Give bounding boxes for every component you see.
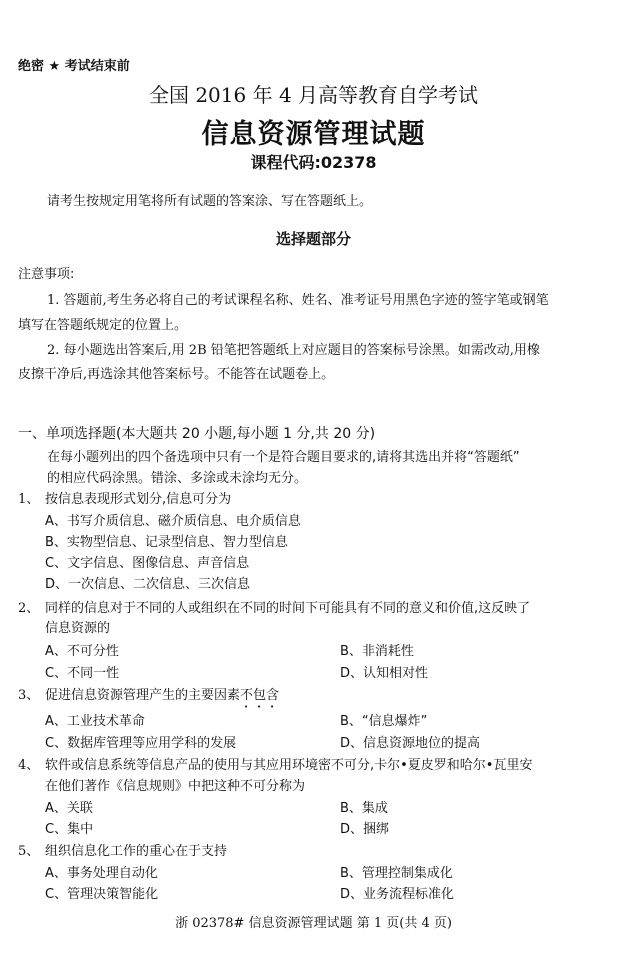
note-item-1-line-1: 1. 答题前,考生务必将自己的考试课程名称、姓名、准考证号用黑色字迹的签字笔或钢笔 bbox=[47, 293, 549, 308]
confidential-label: 绝密 ★ 考试结束前 bbox=[18, 59, 130, 74]
option-a: A、事务处理自动化 bbox=[45, 866, 158, 881]
option-a: A、不可分性 bbox=[45, 644, 119, 659]
course-code: 课程代码:02378 bbox=[250, 153, 377, 172]
question-stem: 按信息表现形式划分,信息可分为 bbox=[45, 492, 232, 507]
question-stem-line-2: 在他们著作《信息规则》中把这种不可分称为 bbox=[45, 779, 306, 794]
option-b: B、非消耗性 bbox=[340, 644, 414, 659]
option-d: D、捆绑 bbox=[340, 822, 390, 837]
option-c: C、文字信息、图像信息、声音信息 bbox=[45, 556, 250, 571]
option-c: C、不同一性 bbox=[45, 666, 120, 681]
option-b: B、集成 bbox=[340, 801, 388, 816]
option-b: B、实物型信息、记录型信息、智力型信息 bbox=[45, 535, 288, 550]
option-d: D、认知相对性 bbox=[340, 666, 429, 681]
note-item-1-line-2: 填写在答题纸规定的位置上。 bbox=[18, 318, 188, 333]
subject-title: 信息资源管理试题 bbox=[201, 119, 426, 150]
option-a: A、书写介质信息、磁介质信息、电介质信息 bbox=[45, 514, 301, 529]
notes-title: 注意事项: bbox=[18, 267, 75, 282]
question-number: 5、 bbox=[18, 844, 40, 859]
option-b: B、管理控制集成化 bbox=[340, 866, 453, 881]
emphasized-text: 不包含 bbox=[240, 688, 280, 703]
question-stem bbox=[45, 684, 279, 711]
section-heading: 选择题部分 bbox=[275, 230, 351, 248]
option-c: C、管理决策智能化 bbox=[45, 887, 159, 902]
note-item-2-line-1: 2. 每小题选出答案后,用 2B 铅笔把答题纸上对应题目的答案标号涂黑。如需改动,用橡 bbox=[47, 343, 540, 358]
question-number: 1、 bbox=[18, 492, 40, 507]
question-number: 4、 bbox=[18, 758, 40, 773]
question-stem-line-1: 同样的信息对于不同的人或组织在不同的时间下可能具有不同的意义和价值,这反映了 bbox=[45, 601, 531, 616]
question-number: 2、 bbox=[18, 601, 40, 616]
option-c: C、数据库管理等应用学科的发展 bbox=[45, 736, 237, 751]
question-stem-line-1: 软件或信息系统等信息产品的使用与其应用环境密不可分,卡尔•夏皮罗和哈尔•瓦里安 bbox=[45, 758, 533, 773]
option-a: A、工业技术革命 bbox=[45, 714, 145, 729]
option-a: A、关联 bbox=[45, 801, 93, 816]
exam-title: 全国 2016 年 4 月高等教育自学考试 bbox=[148, 83, 479, 107]
option-b: B、“信息爆炸” bbox=[340, 714, 428, 729]
part-description-line-2: 的相应代码涂黑。错涂、多涂或未涂均无分。 bbox=[47, 471, 308, 486]
option-d: D、信息资源地位的提高 bbox=[340, 736, 481, 751]
question-number: 3、 bbox=[18, 688, 40, 703]
exam-instruction: 请考生按规定用笔将所有试题的答案涂、写在答题纸上。 bbox=[47, 194, 373, 209]
note-item-2-line-2: 皮擦干净后,再选涂其他答案标号。不能答在试题卷上。 bbox=[18, 367, 335, 382]
question-stem-text: 促进信息资源管理产生的主要因素 bbox=[45, 688, 241, 703]
part-description-line-1: 在每小题列出的四个备选项中只有一个是符合题目要求的,请将其选出并将“答题纸” bbox=[47, 450, 520, 465]
option-d: D、业务流程标准化 bbox=[340, 887, 455, 902]
option-c: C、集中 bbox=[45, 822, 94, 837]
question-stem-line-2: 信息资源的 bbox=[45, 621, 111, 636]
page-footer: 浙 02378# 信息资源管理试题 第 1 页(共 4 页) bbox=[175, 916, 452, 931]
question-stem: 组织信息化工作的重心在于支持 bbox=[45, 844, 228, 859]
part-title: 一、单项选择题(本大题共 20 小题,每小题 1 分,共 20 分) bbox=[18, 426, 376, 442]
option-d: D、一次信息、二次信息、三次信息 bbox=[45, 577, 251, 592]
